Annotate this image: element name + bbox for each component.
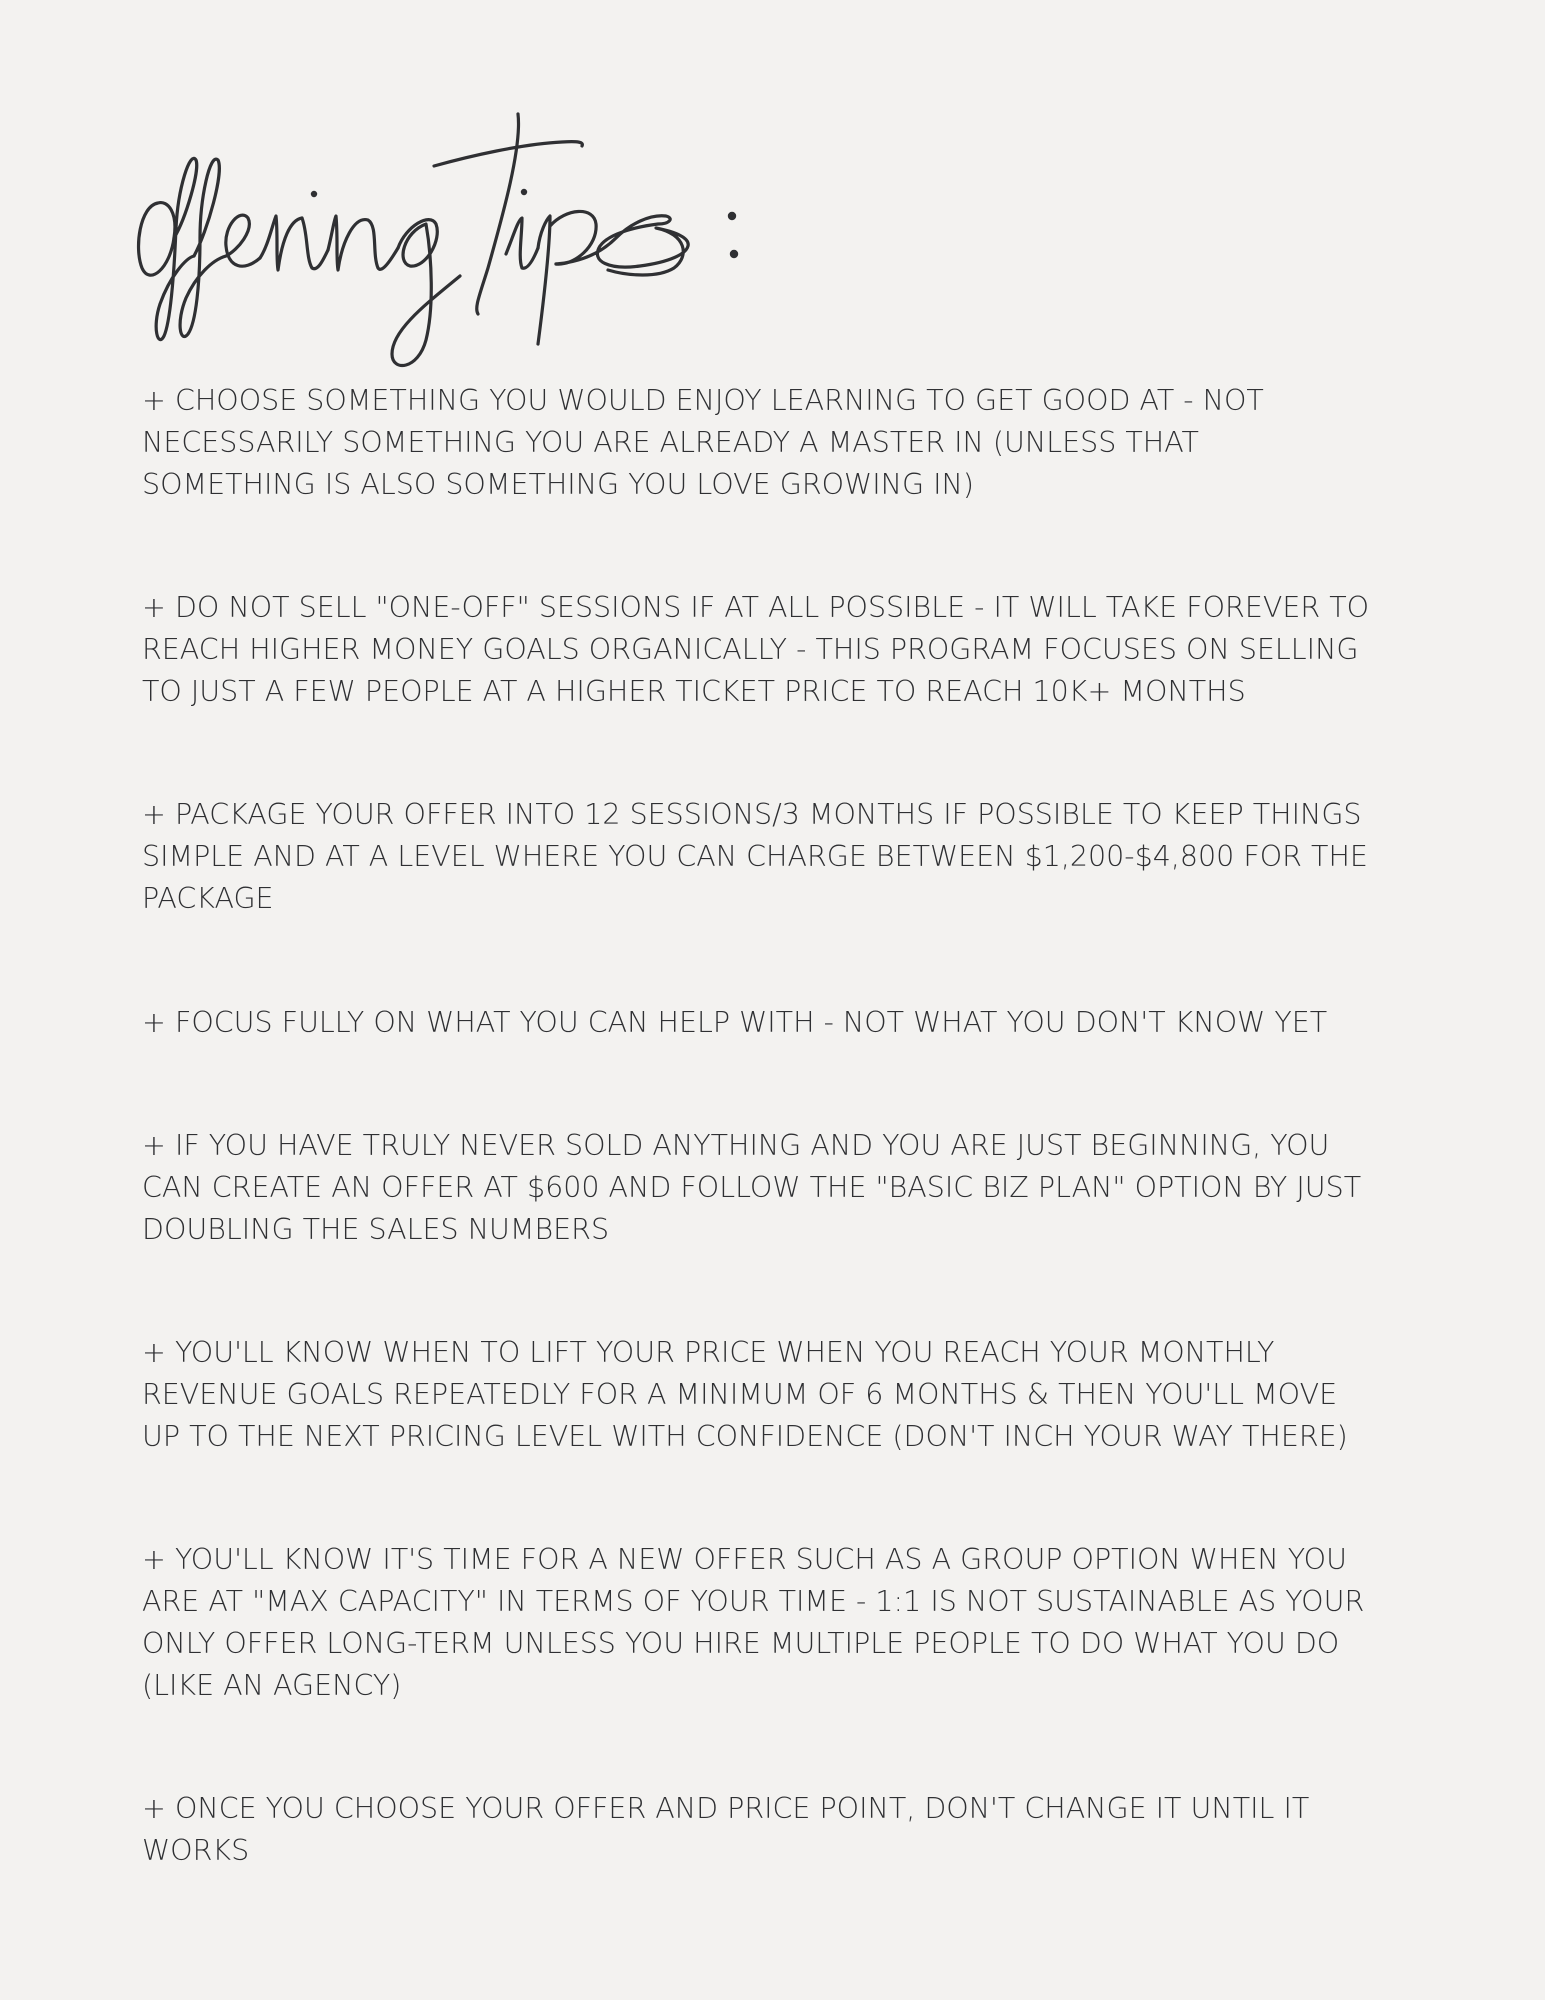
tip-line: SIMPLE AND AT A LEVEL WHERE YOU CAN CHARGE BETWEEN $1,200-$4,800 FOR THE: [142, 840, 1368, 873]
tip-line: + CHOOSE SOMETHING YOU WOULD ENJOY LEARNING TO GET GOOD AT - NOT: [142, 384, 1264, 417]
tip-item-6: [142, 1332, 1442, 1458]
tip-line: NECESSARILY SOMETHING YOU ARE ALREADY A MASTER IN (UNLESS THAT: [142, 426, 1199, 459]
tip-line: ONLY OFFER LONG-TERM UNLESS YOU HIRE MULTIPLE PEOPLE TO DO WHAT YOU DO: [142, 1627, 1340, 1660]
tip-line: REVENUE GOALS REPEATEDLY FOR A MINIMUM OF 6 MONTHS & THEN YOU'LL MOVE: [142, 1378, 1338, 1411]
tip-line: + IF YOU HAVE TRULY NEVER SOLD ANYTHING AND YOU ARE JUST BEGINNING, YOU: [142, 1129, 1330, 1162]
tip-line: + DO NOT SELL "ONE-OFF" SESSIONS IF AT ALL POSSIBLE - IT WILL TAKE FOREVER TO: [142, 591, 1370, 624]
tip-item-3: [142, 794, 1442, 920]
tip-line: PACKAGE: [142, 882, 274, 915]
tips-list: [142, 380, 1442, 1872]
tip-line: ARE AT "MAX CAPACITY" IN TERMS OF YOUR TIME - 1:1 IS NOT SUSTAINABLE AS YOUR: [142, 1585, 1365, 1618]
tip-line: + YOU'LL KNOW WHEN TO LIFT YOUR PRICE WHEN YOU REACH YOUR MONTHLY: [142, 1336, 1275, 1369]
tip-line: + PACKAGE YOUR OFFER INTO 12 SESSIONS/3 MONTHS IF POSSIBLE TO KEEP THINGS: [142, 798, 1362, 831]
tip-item-8: [142, 1788, 1442, 1872]
tip-line: CAN CREATE AN OFFER AT $600 AND FOLLOW THE "BASIC BIZ PLAN" OPTION BY JUST: [142, 1171, 1362, 1204]
tip-line: TO JUST A FEW PEOPLE AT A HIGHER TICKET PRICE TO REACH 10K+ MONTHS: [142, 675, 1246, 708]
tip-item-5: [142, 1125, 1442, 1251]
tip-line: DOUBLING THE SALES NUMBERS: [142, 1213, 610, 1246]
tip-line: + ONCE YOU CHOOSE YOUR OFFER AND PRICE POINT, DON'T CHANGE IT UNTIL IT: [142, 1792, 1310, 1825]
tip-item-1: [142, 380, 1442, 506]
tip-item-7: [142, 1539, 1442, 1707]
handwritten-title-art: [130, 108, 870, 378]
tip-line: UP TO THE NEXT PRICING LEVEL WITH CONFIDENCE (DON'T INCH YOUR WAY THERE): [142, 1420, 1348, 1453]
tip-line: + YOU'LL KNOW IT'S TIME FOR A NEW OFFER SUCH AS A GROUP OPTION WHEN YOU: [142, 1543, 1347, 1576]
page-title: [130, 108, 870, 378]
tip-line: (LIKE AN AGENCY): [142, 1669, 402, 1702]
tip-line: WORKS: [142, 1834, 250, 1867]
tip-line: REACH HIGHER MONEY GOALS ORGANICALLY - THIS PROGRAM FOCUSES ON SELLING: [142, 633, 1359, 666]
tip-line: + FOCUS FULLY ON WHAT YOU CAN HELP WITH - NOT WHAT YOU DON'T KNOW YET: [142, 1006, 1328, 1039]
tip-item-2: [142, 587, 1442, 713]
tip-line: SOMETHING IS ALSO SOMETHING YOU LOVE GROWING IN): [142, 468, 974, 501]
tip-item-4: [142, 1002, 1442, 1044]
